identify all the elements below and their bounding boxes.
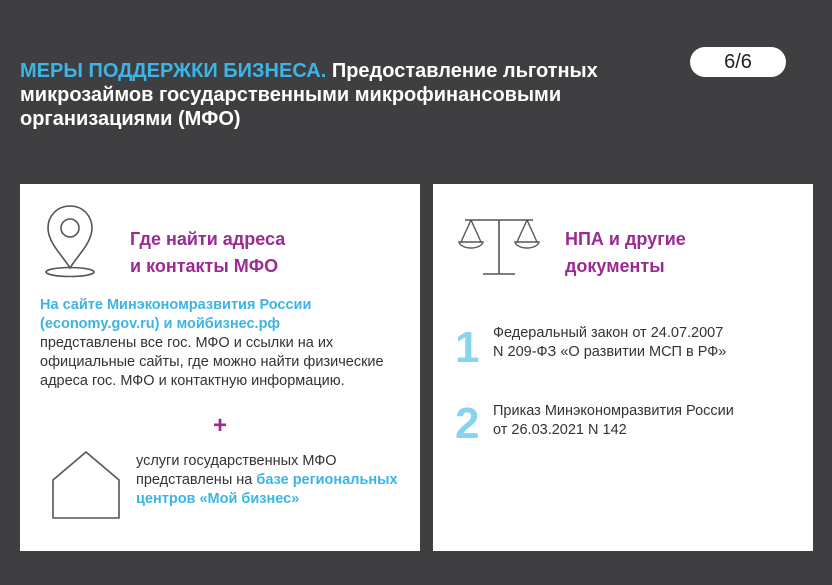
where-to-find-body: представлены все гос. МФО и ссылки на их официальные сайты, где можно найти физические адреса гос. МФО и контактную информацию. [40, 335, 384, 389]
plus-sign: + [213, 412, 228, 439]
house-icon [50, 446, 122, 522]
ministry-site-highlight-1: На сайте Минэкономразвития России [40, 297, 312, 313]
where-to-find-card [20, 184, 420, 551]
location-pin-icon [43, 202, 97, 278]
legal-docs-card [433, 184, 813, 551]
scales-icon [457, 212, 541, 282]
legal-docs-heading: НПА и другие документы [565, 229, 686, 276]
law-item-text: Приказ Минэкономразвития России от 26.03.2021 N 142 [493, 403, 734, 438]
title-accent: МЕРЫ ПОДДЕРЖКИ БИЗНЕСА. [20, 60, 327, 82]
law-item-number: 1 [455, 323, 480, 372]
page-title [20, 59, 680, 131]
where-to-find-heading: Где найти адреса и контакты МФО [130, 229, 286, 276]
law-item-number: 2 [455, 399, 480, 448]
law-item-text: Федеральный закон от 24.07.2007 N 209-ФЗ «О развитии МСП в РФ» [493, 325, 727, 360]
page-indicator: 6/6 [690, 47, 786, 77]
where-to-find-text [40, 296, 410, 391]
services-text: услуги государственных МФО представлены на базе региональных центров «Мой бизнес» [136, 453, 398, 507]
ministry-site-highlight-2: (economy.gov.ru) и мойбизнес.рф [40, 316, 281, 332]
title-rest: Предоставление льготных микрозаймов государственными микрофинансовыми организациями (МФО) [20, 60, 598, 130]
